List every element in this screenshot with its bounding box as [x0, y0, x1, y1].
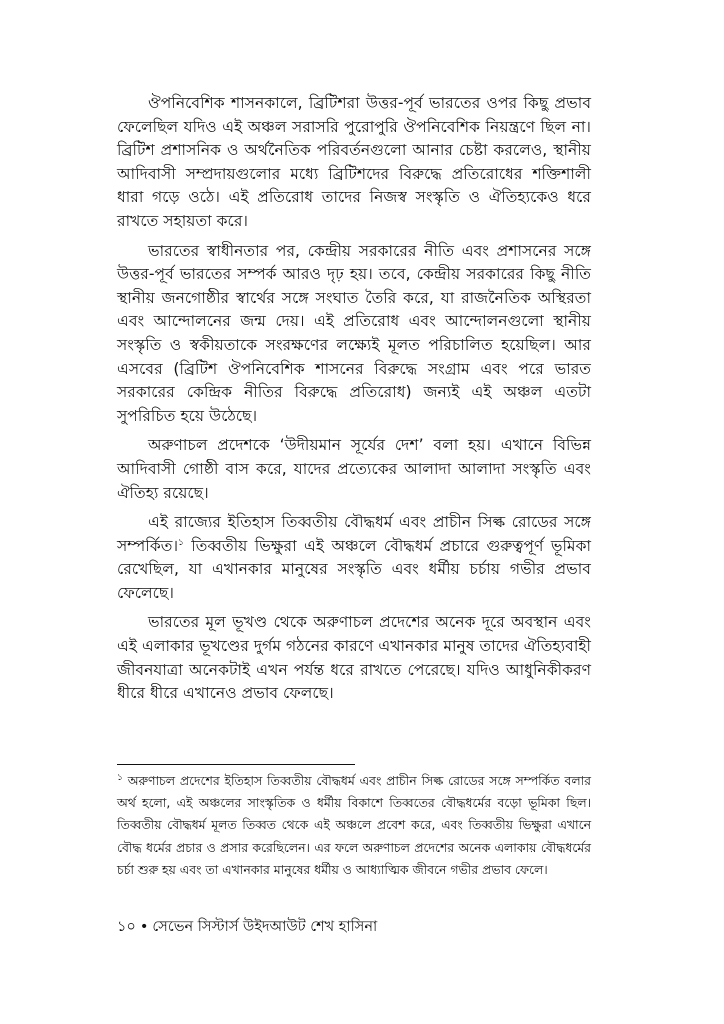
paragraph-arunachal-intro: অরুণাচল প্রদেশকে ‘উদীয়মান সূর্যের দেশ’ বলা হয়। এখানে বিভিন্ন আদিবাসী গোষ্ঠী বাস করে, যাদের প্রত্যেকের আলাদা আলাদা সংস্কৃতি এবং ঐতিহ্য রয়েছে। — [117, 436, 591, 502]
footnote — [117, 770, 591, 881]
footnote-text: অরুণাচল প্রদেশের ইতিহাস তিব্বতীয় বৌদ্ধধর্ম এবং প্রাচীন সিল্ক রোডের সঙ্গে সম্পর্কিত বলার অর্থ হলো, এই অঞ্চলের সাংস্কৃতিক ও ধর্মীয় বিকাশে তিব্বতের বৌদ্ধধর্মের বড়ো ভূমিকা ছিল। তিব্বতীয় বৌদ্ধধর্ম মূলত তিব্বত থেকে এই অঞ্চলে প্রবেশ করে, এবং তিব্বতীয় ভিক্ষুরা এখানে বৌদ্ধ ধর্মের প্রচার ও প্রসার করেছিলেন। এর ফলে অরুণাচল প্রদেশের অনেক এলাকায় বৌদ্ধধর্মের চর্চা শুরু হয় এবং তা এখানকার মানুষের ধর্মীয় ও আধ্যাত্মিক জীবনে গভীর প্রভাব ফেলে। — [117, 773, 591, 877]
paragraph-post-independence: ভারতের স্বাধীনতার পর, কেন্দ্রীয় সরকারের নীতি এবং প্রশাসনের সঙ্গে উত্তর-পূর্ব ভারতের সম্পর্ক আরও দৃঢ় হয়। তবে, কেন্দ্রীয় সরকারের কিছু নীতি স্থানীয় জনগোষ্ঠীর স্বার্থের সঙ্গে সংঘাত তৈরি করে, যা রাজনৈতিক অস্থিরতা এবং আন্দোলনের জন্ম দেয়। এই প্রতিরোধ এবং আন্দোলনগুলো স্থানীয় সংস্কৃতি ও স্বকীয়তাকে সংরক্ষণের লক্ষ্যেই মূলত পরিচালিত হয়েছিল। আর এসবের (ব্রিটিশ ঔপনিবেশিক শাসনের বিরুদ্ধে সংগ্রাম এবং পরে ভারত সরকারের কেন্দ্রিক নীতির বিরুদ্ধে প্রতিরোধ) জন্যই এই অঞ্চল এতটা সুপরিচিত হয়ে উঠেছে। — [117, 241, 591, 425]
page-footer — [117, 916, 377, 940]
paragraph-buddhism-text-start: এই রাজ্যের ইতিহাস তিব্বতীয় বৌদ্ধধর্ম এবং প্রাচীন সিল্ক রোডের সঙ্গে সম্পর্কিত। — [117, 513, 591, 555]
page-number: ১০ — [117, 919, 136, 935]
main-text — [117, 92, 591, 712]
paragraph-buddhism-history — [117, 511, 591, 605]
paragraph-buddhism-text-end: তিব্বতীয় ভিক্ষুরা এই অঞ্চলে বৌদ্ধধর্ম প্রচারে গুরুত্বপূর্ণ ভূমিকা রেখেছিল, যা এখানকার মানুষের সংস্কৃতি এবং ধর্মীয় চর্চায় গভীর প্রভাব ফেলেছে। — [117, 536, 591, 602]
footnote-reference[interactable]: ১ — [178, 537, 184, 548]
paragraph-colonial-era: ঔপনিবেশিক শাসনকালে, ব্রিটিশরা উত্তর-পূর্ব ভারতের ওপর কিছু প্রভাব ফেলেছিল যদিও এই অঞ্চল সরাসরি পুরোপুরি ঔপনিবেশিক নিয়ন্ত্রণে ছিল না। ব্রিটিশ প্রশাসনিক ও অর্থনৈতিক পরিবর্তনগুলো আনার চেষ্টা করলেও, স্থানীয় আদিবাসী সম্প্রদায়গুলোর মধ্যে ব্রিটিশদের বিরুদ্ধে প্রতিরোধের শক্তিশালী ধারা গড়ে ওঠে। এই প্রতিরোধ তাদের নিজস্ব সংস্কৃতি ও ঐতিহ্যকেও ধরে রাখতে সহায়তা করে। — [117, 94, 591, 230]
book-title: সেভেন সিস্টার্স উইদআউট শেখ হাসিনা — [152, 919, 378, 935]
footnote-divider — [117, 764, 355, 765]
footer-bullet: • — [139, 919, 149, 935]
footnote-marker: ১ — [117, 772, 123, 783]
paragraph-geography: ভারতের মূল ভূখণ্ড থেকে অরুণাচল প্রদেশের অনেক দূরে অবস্থান এবং এই এলাকার ভূখণ্ডের দুর্গম গঠনের কারণে এখানকার মানুষ তাদের ঐতিহ্যবাহী জীবনযাত্রা অনেকটাই এখন পর্যন্ত ধরে রাখতে পেরেছে। যদিও আধুনিকীকরণ ধীরে ধীরে এখানেও প্রভাব ফেলছে। — [117, 613, 591, 703]
